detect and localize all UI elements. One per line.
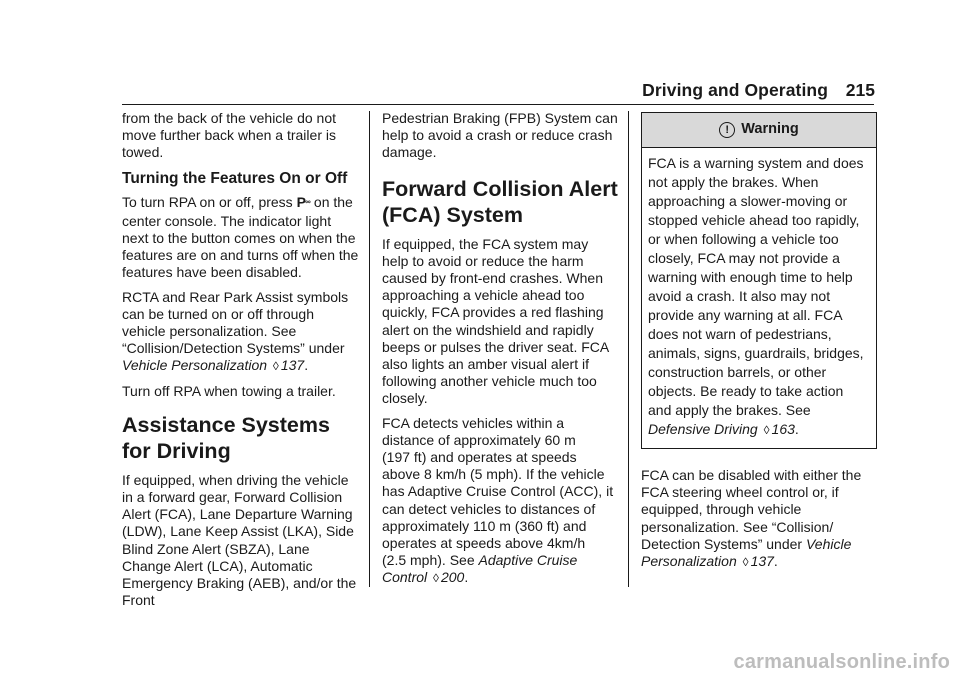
heading-turning-features: Turning the Features On or Off xyxy=(122,169,348,187)
page-ref-icon: ◊ xyxy=(742,555,749,570)
paragraph: Turn off RPA when towing a trailer. xyxy=(122,382,336,399)
paragraph: Pedestrian Braking (FPB) System can help to avoid a crash or reduce crash damage. xyxy=(382,110,618,161)
paragraph: If equipped, the FCA system may help to avoid or reduce the harm caused by front-end crashes. When approaching a vehicle ahead too quickly, FCA provides a red flashing alert on the windshield and rapidly beeps or pulses the driver seat. FCA also lights an amber visual alert if following another vehicle much too closely. xyxy=(382,235,609,407)
paragraph: If equipped, when driving the vehicle in a forward gear, Forward Collision Alert (FCA), Lane Departure Warning (LDW), Lane Keep Assist (LKA), Side Blind Zone Alert (SBZA), Lane Change Alert (LCA), Automatic Emergency Braking (AEB), and/or the Front xyxy=(122,471,357,609)
warning-text: FCA is a warning system and does not apply the brakes. When approaching a slower-moving or stopped vehicle ahead too rapidly, or when following a vehicle too closely, FCA may not provide a warning with enough time to help avoid a crash. It also may not provide any warning at all. FCA does not warn of pedestrians, animals, signs, guardrails, bridges, construction barrels, or other objects. Be ready to take action and apply the brakes. See Defensive Driving ◊ 163. xyxy=(648,155,864,437)
cross-reference-page[interactable]: 137 xyxy=(280,357,305,374)
cross-reference-page[interactable]: 163 xyxy=(771,421,795,437)
page-header xyxy=(0,0,960,100)
heading-fca-system: Forward Collision Alert (FCA) System xyxy=(382,176,618,227)
column-2 xyxy=(382,110,618,595)
paragraph: RCTA and Rear Park Assist symbols can be turned on or off through vehicle personalization. See “Collision/Detection Systems” under Vehicle Personalization ◊ 137. xyxy=(122,288,349,374)
paragraph: FCA detects vehicles within a distance of approximately 60 m (197 ft) and operates at speeds above 8 km/h (5 mph). If the vehicle has Adaptive Cruise Control (ACC), it can detect vehicles to distances of approximately 110 m (360 ft) and operates at speeds above 4km/h (2.5 mph). See Adaptive Cruise Control ◊ 200. xyxy=(382,414,614,586)
heading-assistance-systems: Assistance Systems for Driving xyxy=(122,412,330,463)
column-3 xyxy=(641,110,877,578)
header-rule xyxy=(122,104,874,105)
cross-reference-link[interactable]: Vehicle Personalization xyxy=(641,535,852,570)
warning-icon: ! xyxy=(719,122,735,138)
warning-header xyxy=(642,113,876,148)
cross-reference-link[interactable]: Vehicle Personalization xyxy=(122,357,268,374)
park-assist-icon: Pᐤᐤ xyxy=(296,193,311,210)
column-divider xyxy=(369,111,370,587)
cross-reference-link[interactable]: Defensive Driving xyxy=(648,421,758,437)
paragraph: from the back of the vehicle do not move further back when a trailer is towed. xyxy=(122,110,337,161)
watermark: carmanualsonline.info xyxy=(733,651,950,673)
warning-title: Warning xyxy=(741,121,799,138)
page-ref-icon: ◊ xyxy=(763,423,770,437)
paragraph: To turn RPA on or off, press Pᐤᐤ on the center console. The indicator light next to the button comes on when the features are on and turns off when the features have been disabled. xyxy=(122,193,359,281)
paragraph: FCA can be disabled with either the FCA steering wheel control or, if equipped, through vehicle personalization. See “Collision/ Detection Systems” under Vehicle Personalization ◊ 137. xyxy=(641,467,862,570)
page-number: 215 xyxy=(845,80,875,100)
page-ref-icon: ◊ xyxy=(433,571,439,586)
cross-reference-page[interactable]: 137 xyxy=(750,553,774,570)
cross-reference-page[interactable]: 200 xyxy=(440,569,465,586)
page-ref-icon: ◊ xyxy=(272,359,279,374)
column-divider xyxy=(628,111,629,587)
column-1 xyxy=(122,110,360,616)
cross-reference-link[interactable]: Adaptive Cruise Control xyxy=(382,552,578,586)
warning-box xyxy=(641,112,877,449)
section-title: Driving and Operating xyxy=(642,80,828,100)
